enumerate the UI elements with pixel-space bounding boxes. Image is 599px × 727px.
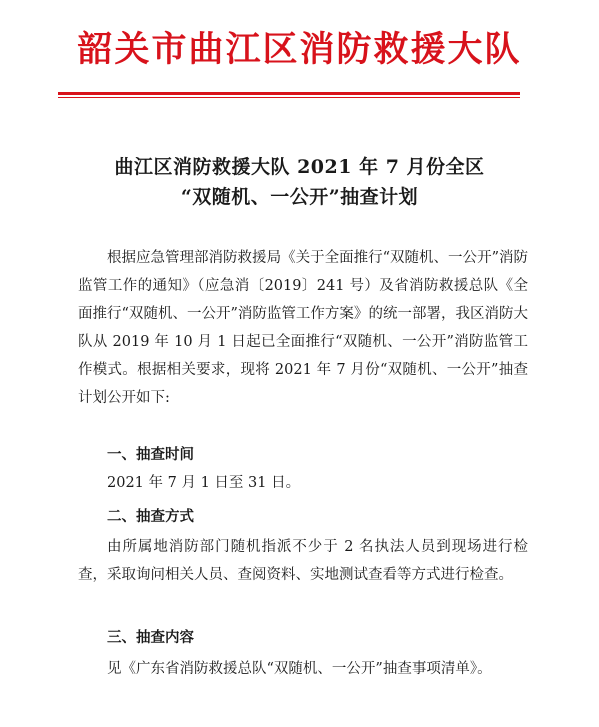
section-2-heading: 二、抽查方式 <box>107 508 194 525</box>
section-1-content-block <box>78 469 528 497</box>
masthead-org-name: 韶关市曲江区消防救援大队 <box>77 29 522 70</box>
document-title-line-1: 曲江区消防救援大队 2021 年 7 月份全区 <box>114 156 485 178</box>
section-2-heading-block <box>78 503 528 531</box>
masthead-red-rule-thin <box>58 97 520 98</box>
document-title-line-2: “双随机、一公开”抽查计划 <box>180 186 419 208</box>
intro-paragraph-block <box>78 244 528 412</box>
section-2-content-block <box>78 533 528 589</box>
section-3-content: 见《广东省消防救援总队“双随机、一公开”抽查事项清单》。 <box>107 661 492 677</box>
section-2-content: 由所属地消防部门随机指派不少于 2 名执法人员到现场进行检查，采取询问相关人员、查阅资料、实地测试查看等方式进行检查。 <box>78 539 528 583</box>
section-1-content: 2021 年 7 月 1 日至 31 日。 <box>107 475 301 491</box>
section-1-heading: 一、抽查时间 <box>107 446 194 463</box>
section-3-heading-block <box>78 624 528 652</box>
section-3-content-block <box>78 655 528 683</box>
intro-paragraph: 根据应急管理部消防救援局《关于全面推行“双随机、一公开”消防监管工作的通知》（应急消〔2019〕241 号）及省消防救援总队《全面推行“双随机、一公开”消防监管工作方案》的统一部署，我区消防大队从 2019 年 10 月 1 日起已全面推行“双随机、一公开”消防监管工作模式。根据相关要求，现将 2021 年 7 月份“双随机、一公开”抽查计划公开如下: <box>78 250 528 406</box>
masthead-red-rule-thick <box>58 92 520 95</box>
section-3-heading: 三、抽查内容 <box>107 629 194 646</box>
section-1-heading-block <box>78 441 528 469</box>
